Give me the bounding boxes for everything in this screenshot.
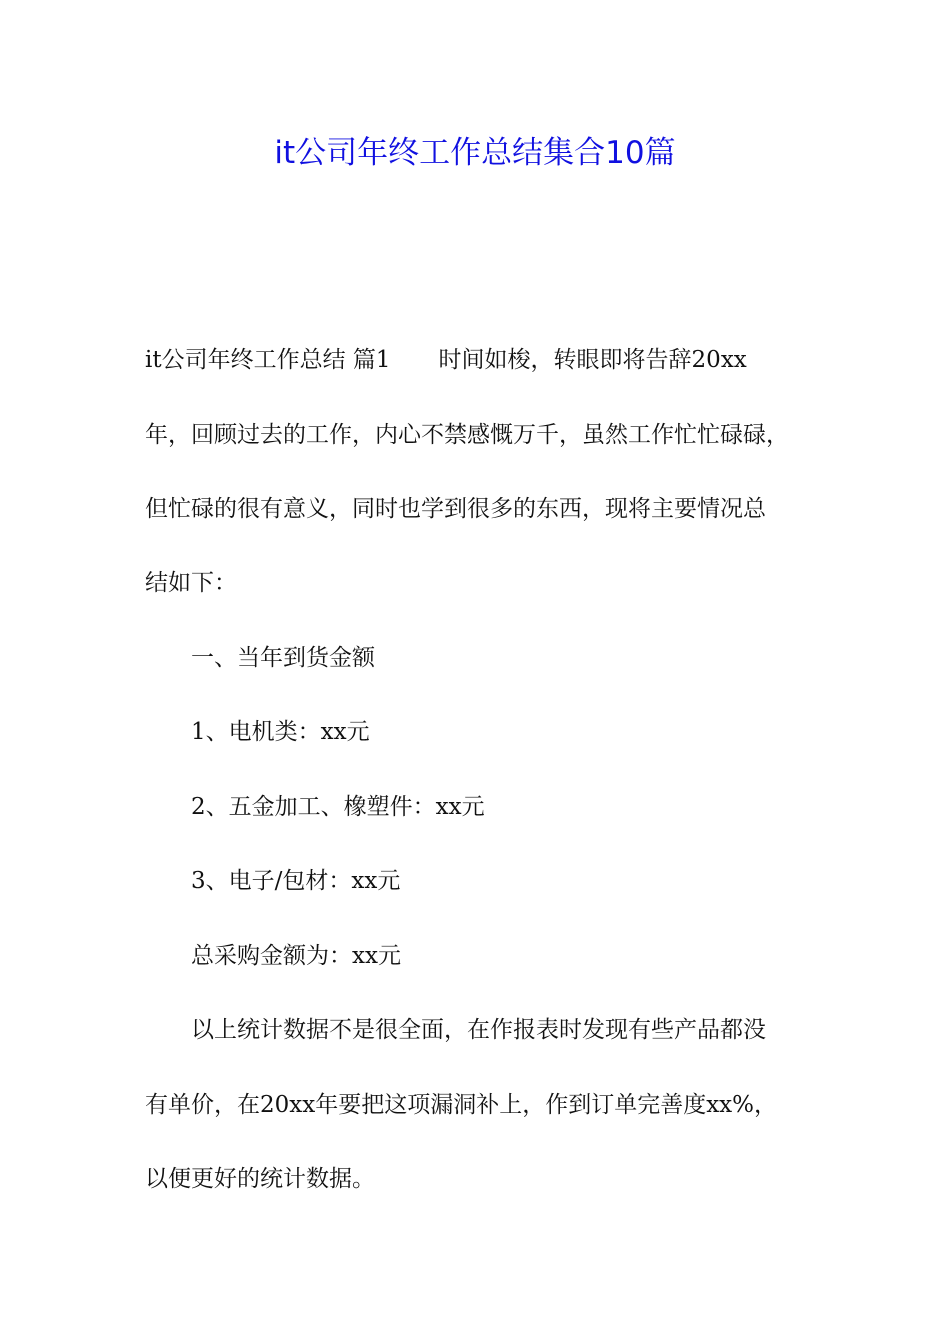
list-item: 1、电机类：xx元 (191, 719, 370, 745)
intro-line-3: 但忙碌的很有意义，同时也学到很多的东西，现将主要情况总 (145, 496, 766, 522)
paragraph-line-2: 有单价，在20xx年要把这项漏洞补上，作到订单完善度xx%， (145, 1092, 778, 1118)
document-title: it公司年终工作总结集合10篇 (274, 135, 676, 171)
paragraph-line-1: 以上统计数据不是很全面，在作报表时发现有些产品都没 (191, 1017, 766, 1043)
intro-line-1 (145, 340, 825, 380)
paragraph-line-3: 以便更好的统计数据。 (145, 1166, 375, 1192)
section-heading: 一、当年到货金额 (191, 645, 375, 671)
intro-line-2: 年，回顾过去的工作，内心不禁感慨万千，虽然工作忙忙碌碌， (145, 422, 789, 448)
article-heading: it公司年终工作总结 篇1 (145, 347, 391, 373)
intro-text-1: 时间如梭，转眼即将告辞20xx (438, 347, 747, 373)
list-item: 2、五金加工、橡塑件：xx元 (191, 794, 485, 820)
intro-line-4: 结如下： (145, 570, 237, 596)
total-amount: 总采购金额为：xx元 (191, 943, 401, 969)
list-item: 3、电子/包材：xx元 (191, 868, 401, 894)
